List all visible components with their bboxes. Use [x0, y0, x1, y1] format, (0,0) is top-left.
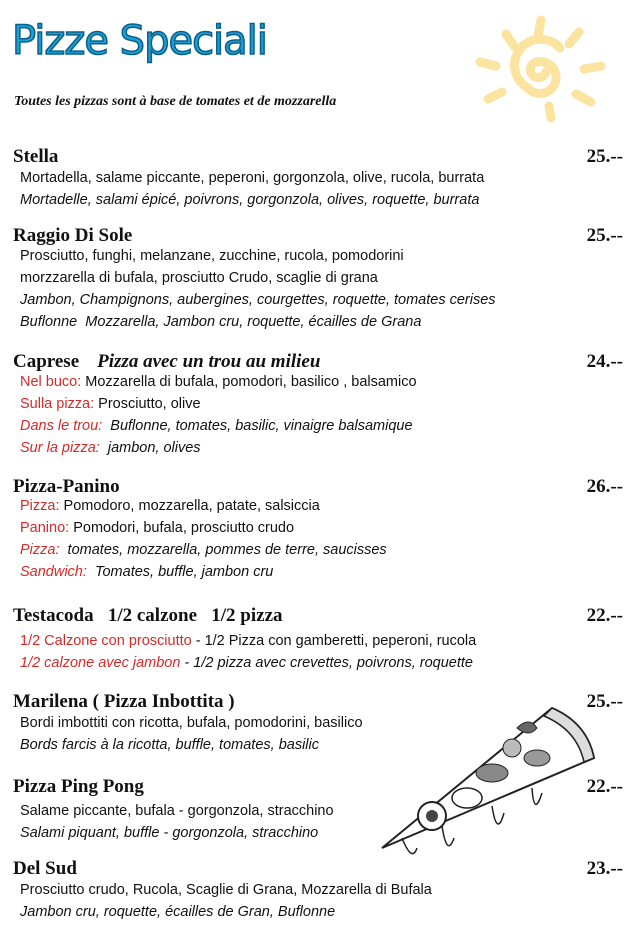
ingredients-label: Pizza:: [20, 542, 60, 558]
ingredients-text: jambon, olives: [99, 440, 201, 456]
page-title: Pizze Speciali: [12, 18, 267, 64]
ingredients-text: Mozzarella di bufala, pomodori, basilico , balsamico: [81, 374, 417, 390]
item-price: 23.--: [586, 858, 623, 879]
ingredients-line: [20, 248, 404, 264]
item-name-text: Pizza Ping Pong: [13, 776, 144, 797]
item-price: 24.--: [586, 351, 623, 372]
ingredients-line: [20, 192, 479, 208]
item-price: 22.--: [586, 776, 623, 797]
item-name-text: Marilena ( Pizza Inbottita ): [13, 691, 235, 712]
ingredients-text: - 1/2 Pizza con gamberetti, peperoni, rucola: [191, 633, 477, 649]
ingredients-label: Dans le trou:: [20, 418, 103, 434]
item-name: [13, 691, 235, 713]
item-name: [13, 858, 77, 880]
ingredients-line: [20, 374, 417, 390]
ingredients-label: Panino:: [20, 520, 70, 536]
item-name: [13, 146, 58, 168]
item-name-text: Testacoda 1/2 calzone 1/2 pizza: [13, 605, 283, 626]
ingredients-text: Tomates, buffle, jambon cru: [86, 564, 274, 580]
ingredients-text: Bords farcis à la ricotta, buffle, tomates, basilic: [20, 737, 319, 753]
ingredients-text: Salami piquant, buffle - gorgonzola, stracchino: [20, 825, 319, 841]
item-name: [13, 476, 120, 498]
ingredients-text: Jambon cru, roquette, écailles de Gran, Buflonne: [20, 904, 336, 920]
ingredients-line: [20, 440, 201, 456]
ingredients-label: Sandwich:: [20, 564, 87, 580]
item-name-text: Pizza-Panino: [13, 476, 120, 497]
item-name-text: Raggio Di Sole: [13, 225, 133, 246]
item-name: [13, 605, 283, 627]
ingredients-line: [20, 803, 334, 819]
ingredients-line: [20, 542, 387, 558]
ingredients-label: 1/2 Calzone con prosciutto: [20, 633, 192, 649]
ingredients-line: [20, 270, 378, 286]
ingredients-text: Jambon, Champignons, aubergines, courgettes, roquette, tomates cerises: [20, 292, 496, 308]
item-name-text: Stella: [13, 146, 59, 167]
ingredients-label: Sulla pizza:: [20, 396, 95, 412]
ingredients-line: [20, 396, 201, 412]
ingredients-text: morzzarella di bufala, prosciutto Crudo, scaglie di grana: [20, 270, 378, 286]
ingredients-text: - 1/2 pizza avec crevettes, poivrons, roquette: [180, 655, 473, 671]
ingredients-line: [20, 292, 496, 308]
ingredients-line: [20, 418, 413, 434]
item-name: [13, 351, 320, 373]
ingredients-line: [20, 655, 473, 671]
item-name-text: Caprese: [13, 351, 80, 372]
ingredients-text: Pomodori, bufala, prosciutto crudo: [69, 520, 295, 536]
ingredients-text: Bordi imbottiti con ricotta, bufala, pomodorini, basilico: [20, 715, 363, 731]
pizza-slice-illustration: [372, 688, 602, 868]
ingredients-text: Salame piccante, bufala - gorgonzola, stracchino: [20, 803, 334, 819]
item-name: [13, 776, 144, 798]
sun-icon: [466, 14, 616, 124]
ingredients-text: tomates, mozzarella, pommes de terre, saucisses: [59, 542, 387, 558]
ingredients-text: Mortadelle, salami épicé, poivrons, gorgonzola, olives, roquette, burrata: [20, 192, 480, 208]
ingredients-text: Mortadella, salame piccante, peperoni, gorgonzola, olive, rucola, burrata: [20, 170, 485, 186]
item-name: [13, 225, 132, 247]
ingredients-line: [20, 633, 476, 649]
ingredients-line: [20, 498, 320, 514]
ingredients-label: Nel buco:: [20, 374, 82, 390]
ingredients-text: Pomodoro, mozzarella, patate, salsiccia: [59, 498, 320, 514]
ingredients-label: Sur la pizza:: [20, 440, 100, 456]
ingredients-text: Prosciutto crudo, Rucola, Scaglie di Grana, Mozzarella di Bufala: [20, 882, 432, 898]
ingredients-text: Buflonne, tomates, basilic, vinaigre balsamique: [102, 418, 413, 434]
ingredients-line: [20, 737, 319, 753]
item-note: Pizza avec un trou au milieu: [97, 351, 321, 372]
item-price: 25.--: [586, 225, 623, 246]
ingredients-text: Prosciutto, olive: [94, 396, 201, 412]
ingredients-line: [20, 882, 432, 898]
ingredients-line: [20, 314, 421, 330]
ingredients-line: [20, 564, 273, 580]
ingredients-text: Prosciutto, funghi, melanzane, zucchine, rucola, pomodorini: [20, 248, 404, 264]
item-price: 25.--: [586, 691, 623, 712]
ingredients-line: [20, 520, 294, 536]
ingredients-line: [20, 715, 363, 731]
ingredients-text: Buflonne Mozzarella, Jambon cru, roquette, écailles de Grana: [20, 314, 422, 330]
item-price: 26.--: [586, 476, 623, 497]
ingredients-line: [20, 825, 318, 841]
ingredients-label: Pizza:: [20, 498, 60, 514]
ingredients-label: 1/2 calzone avec jambon: [20, 655, 181, 671]
item-name-text: Del Sud: [13, 858, 77, 879]
page-subtitle: Toutes les pizzas sont à base de tomates et de mozzarella: [14, 94, 337, 109]
ingredients-line: [20, 904, 335, 920]
item-price: 25.--: [586, 146, 623, 167]
ingredients-line: [20, 170, 484, 186]
item-price: 22.--: [586, 605, 623, 626]
